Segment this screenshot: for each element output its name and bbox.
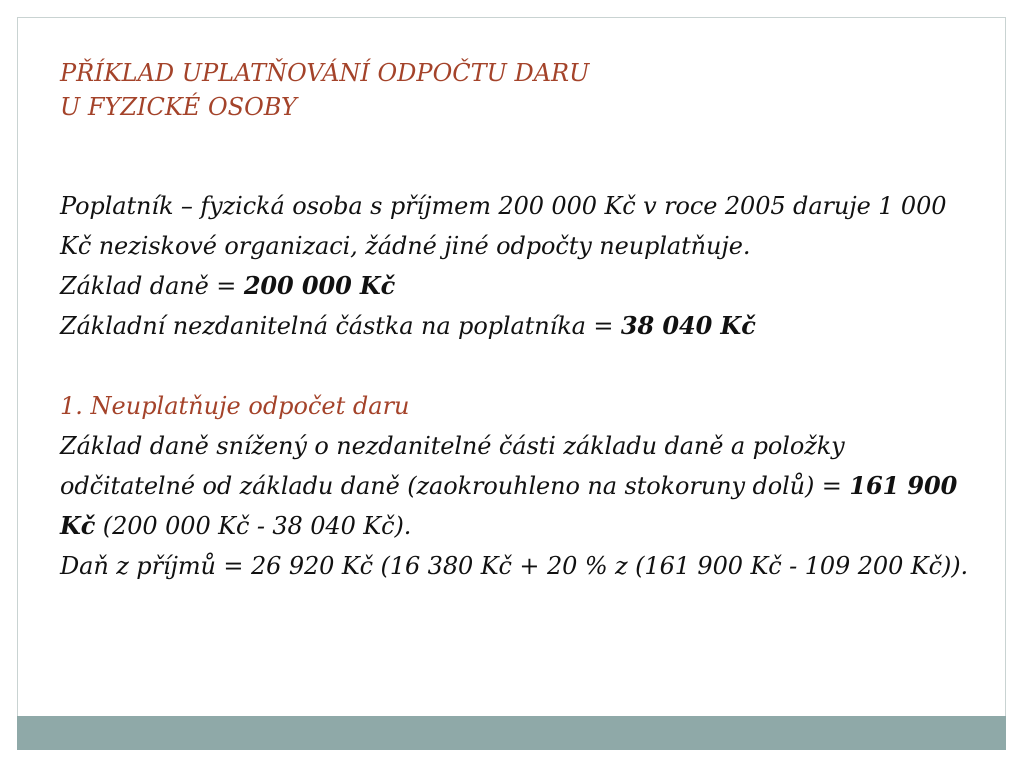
case1-heading: 1. Neuplatňuje odpočet daru (60, 392, 410, 420)
slide-title-line2: U FYZICKÉ OSOBY (60, 93, 297, 121)
case1-paragraph (60, 426, 980, 546)
tax-base-value: 200 000 Kč (243, 271, 396, 300)
case1-tax-line: Daň z příjmů = 26 920 Kč (16 380 Kč + 20 % z (161 900 Kč - 109 200 Kč)). (60, 552, 969, 580)
slide-content (60, 56, 980, 586)
allowance-line (60, 306, 980, 346)
case1-value: 161 900 Kč (60, 471, 958, 540)
slide-title (60, 56, 980, 124)
allowance-value: 38 040 Kč (620, 311, 756, 340)
allowance-label: Základní nezdanitelná částka na poplatníka = (60, 312, 621, 340)
case1-text-after: (200 000 Kč - 38 040 Kč). (95, 512, 412, 540)
tax-base-line (60, 266, 980, 306)
case1-text-before: Základ daně snížený o nezdanitelné části základu daně a položky odčitatelné od základu daně (zaokrouhleno na stokoruny dolů) = (60, 432, 850, 500)
footer-bar (17, 716, 1006, 750)
intro-paragraph: Poplatník – fyzická osoba s příjmem 200 000 Kč v roce 2005 daruje 1 000 Kč neziskové organizaci, žádné jiné odpočty neuplatňuje. (60, 192, 947, 260)
tax-base-label: Základ daně = (60, 272, 244, 300)
slide-title-line1: PŘÍKLAD UPLATŇOVÁNÍ ODPOČTU DARU (60, 59, 590, 87)
